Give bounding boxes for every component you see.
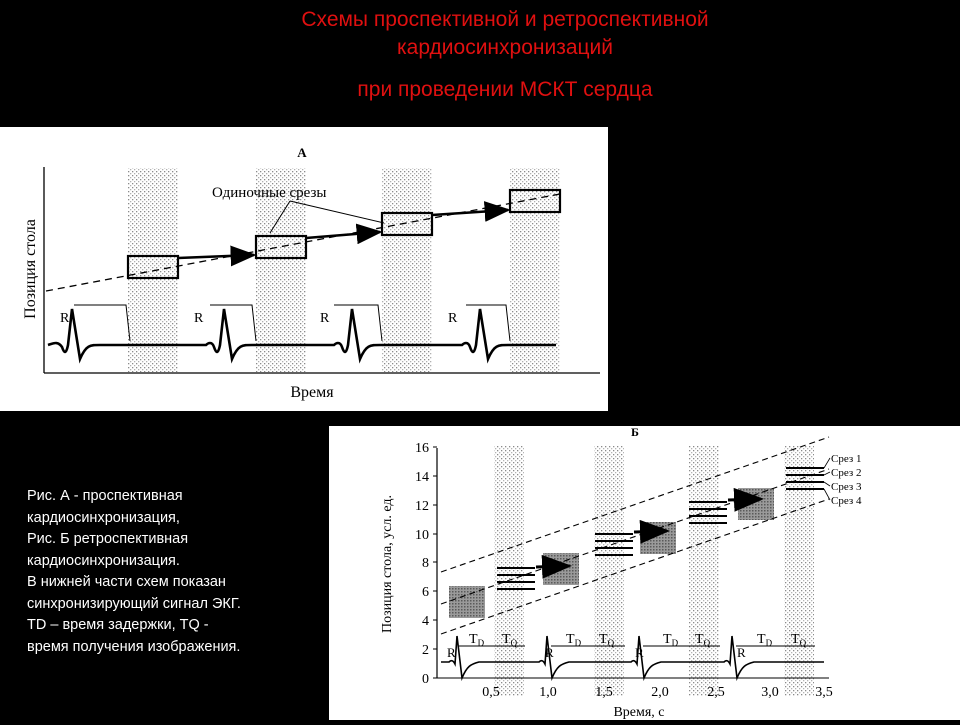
- figure-b-svg: [329, 426, 960, 720]
- x-tick-label-3-0: 3,0: [761, 685, 779, 700]
- x-tick-label-1-0: 1,0: [539, 685, 557, 700]
- x-tick-label-2-5: 2,5: [707, 685, 725, 700]
- trigger-delay-3: [334, 305, 382, 341]
- caption-line: кардиосинхронизация.: [27, 552, 180, 569]
- slice-label-1: Срез 1: [831, 453, 862, 465]
- x-tick-label-3-5: 3,5: [815, 685, 833, 700]
- step-arrow-3: [432, 210, 508, 215]
- td-label-3: $T_D$: [663, 632, 679, 648]
- x-axis-label: Время: [290, 384, 334, 401]
- slice-label-leaders: [824, 458, 830, 500]
- y-tick-label-6: 6: [422, 585, 429, 600]
- tq-label-3: $T_Q$: [695, 632, 711, 648]
- trigger-delay-1: [74, 305, 130, 341]
- panel-label-b: Б: [631, 426, 639, 439]
- y-tick-label-2: 2: [422, 643, 429, 658]
- r-label-2: R: [194, 311, 204, 326]
- r-label-4: R: [448, 311, 458, 326]
- title-line-2: кардиосинхронизаций: [397, 36, 613, 59]
- r-label-3: R: [320, 311, 330, 326]
- tq-label-2: $T_Q$: [599, 632, 615, 648]
- x-tick-label-2-0: 2,0: [651, 685, 669, 700]
- y-ticks: [433, 447, 437, 678]
- figure-a-prospective-gating: [0, 127, 608, 411]
- caption-line: TD – время задержки, TQ -: [27, 617, 209, 633]
- y-tick-label-4: 4: [422, 614, 429, 629]
- panel-label-a: А: [297, 145, 307, 160]
- y-tick-label-12: 12: [415, 499, 429, 514]
- y-tick-label-8: 8: [422, 556, 429, 571]
- table-arrow-1: [536, 566, 569, 567]
- step-arrow-2: [306, 232, 380, 238]
- r-label-4: R: [737, 645, 746, 660]
- trigger-delay-4: [466, 305, 510, 341]
- r-label-2: R: [545, 645, 554, 660]
- y-axis-label: Позиция стола: [22, 219, 39, 319]
- title-line-3: при проведении МСКТ сердца: [357, 78, 653, 101]
- acquisition-band-4: [784, 446, 814, 696]
- caption-line: Рис. А - проспективная: [27, 488, 183, 504]
- td-label-2: $T_D$: [566, 632, 582, 648]
- slice-label-3: Срез 3: [831, 481, 862, 493]
- gray-block-3: [640, 522, 676, 554]
- caption-line: Рис. Б ретроспективная: [27, 531, 189, 547]
- x-tick-label-0-5: 0,5: [482, 685, 500, 700]
- slide-title: [0, 0, 960, 102]
- table-arrow-2: [634, 531, 667, 532]
- r-label-1: R: [60, 311, 70, 326]
- caption-line: кардиосинхронизация,: [27, 509, 180, 526]
- acquisition-band-1: [128, 168, 178, 372]
- acquisition-band-1: [494, 446, 524, 696]
- tq-label-4: $T_Q$: [791, 632, 807, 648]
- td-label-4: $T_D$: [757, 632, 773, 648]
- caption-line: В нижней части схем показан: [27, 574, 226, 590]
- trigger-delay-2: [210, 305, 256, 341]
- figure-a-svg: [0, 127, 608, 411]
- slice-label-4: Срез 4: [831, 495, 862, 507]
- slice-label-2: Срез 2: [831, 467, 862, 479]
- acquisition-band-3: [382, 168, 432, 372]
- acquisition-band-3: [689, 446, 719, 696]
- td-label-1: $T_D$: [469, 632, 485, 648]
- figure-b-retrospective-gating: [329, 426, 960, 720]
- tq-label-1: $T_Q$: [502, 632, 518, 648]
- x-tick-label-1-5: 1,5: [595, 685, 613, 700]
- table-arrow-3: [728, 499, 761, 500]
- title-line-1: Схемы проспективной и ретроспективной: [301, 8, 709, 31]
- figure-caption: [27, 486, 327, 658]
- single-slices-annotation: Одиночные срезы: [212, 185, 327, 201]
- y-tick-label-16: 16: [415, 441, 429, 456]
- r-label-1: R: [447, 645, 456, 660]
- y-tick-label-14: 14: [415, 470, 429, 485]
- caption-line: время получения изображения.: [27, 638, 241, 655]
- y-axis-label: Позиция стола, усл. ед.: [380, 494, 395, 634]
- y-tick-label-0: 0: [422, 672, 429, 687]
- acquisition-band-2: [594, 446, 624, 696]
- gray-block-4: [738, 488, 774, 520]
- x-axis-label: Время, с: [613, 705, 665, 720]
- caption-line: синхронизирующий сигнал ЭКГ.: [27, 595, 241, 612]
- y-tick-label-10: 10: [415, 528, 429, 543]
- step-arrow-1: [178, 255, 254, 258]
- r-label-3: R: [635, 645, 644, 660]
